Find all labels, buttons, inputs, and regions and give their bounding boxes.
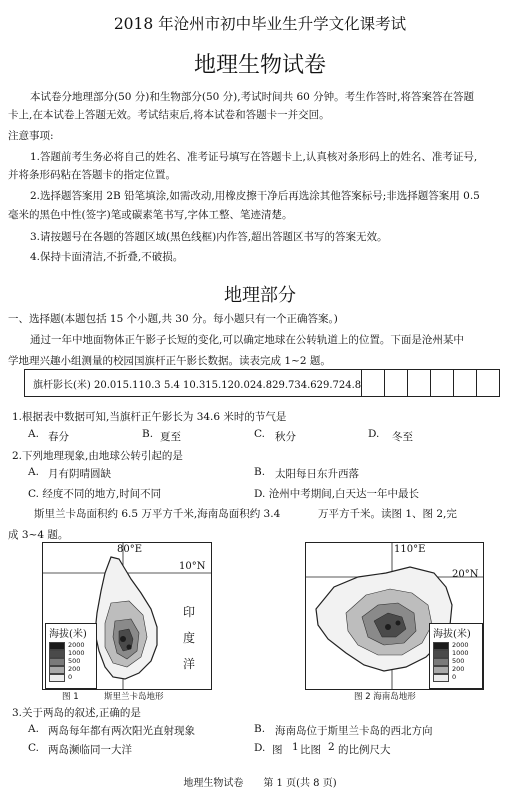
table-header-cell: 旗杆影长(米) 20.015.110.3 5.4 10.315.120.024.829.734.629.724.8 [25,370,362,397]
q2-option-d[interactable]: D. 沧州中考期间,白天达一年中最长 [254,488,420,500]
fig2-legend-title: 海拔(米) [433,629,471,640]
table-cell [454,370,477,397]
context-1b: 学地理兴趣小组测量的校园国旗杆正午影长数据。读表完成 1~2 题。 [8,355,331,367]
q3-option-b-label: B. [254,723,266,735]
page-footer: 地理生物试卷 第 1 页(共 8 页) [183,778,337,789]
note-4: 4.保持卡面清洁,不折叠,不破损。 [30,251,184,263]
legend-label: 200 [68,665,81,673]
fig1-longitude-label: 80°E [117,544,143,555]
fig2-legend [429,623,483,689]
q1-option-c[interactable]: 秋分 [275,431,296,443]
q3-option-d-num1: 1 [292,741,299,753]
q2-option-b-label: B. [254,466,266,478]
legend-label: 0 [68,673,73,681]
intro-line-1: 本试卷分地理部分(50 分)和生物部分(50 分),考试时间共 60 分钟。考生作答时,将答案答在答题 [30,91,474,103]
fig2-latitude-label: 20°N [452,569,479,580]
q3-option-d-fig[interactable]: 图 [272,744,283,756]
q2-option-a-label: A. [28,466,39,478]
legend-swatch [433,642,449,650]
note-2b: 毫米的黑色中性(签字)笔或碳素笔书写,字体工整、笔迹清楚。 [8,209,293,221]
context-2b: 万平方千米。读图 1、图 2,完 [318,508,457,520]
q1-option-b-label: B. [142,428,154,440]
note-2a: 2.选择题答案用 2B 铅笔填涂,如需改动,用橡皮擦干净后再选涂其他答案标号;非选择题答案用 0.5 [30,190,480,202]
legend-swatch [49,642,65,650]
fig1-map [42,542,212,690]
legend-label: 2000 [452,641,469,649]
q3-option-c-label: C. [28,742,39,754]
note-1b: 并将条形码粘在答题卡的指定位置。 [8,169,176,181]
notes-heading: 注意事项: [8,130,54,142]
fig2-caption: 图 2 海南岛地形 [354,692,416,702]
fig1-caption-number: 图 1 [62,692,79,702]
q1-stem: 1.根据表中数据可知,当旗杆正午影长为 34.6 米时的节气是 [12,411,287,423]
context-1a: 通过一年中地面物体正午影子长短的变化,可以确定地球在公转轨道上的位置。下面是沧州某中 [30,334,464,346]
fig2-map [305,542,484,690]
q3-option-a[interactable]: 两岛每年都有两次阳光直射现象 [48,725,195,737]
legend-label: 500 [68,657,81,665]
paper-title: 地理生物试卷 [193,53,326,78]
exam-title: 2018 年沧州市初中毕业生升学文化课考试 [113,15,407,33]
q3-option-c[interactable]: 两岛濒临同一大洋 [48,744,132,756]
q3-option-d-num2: 2 [328,741,335,753]
legend-swatch [433,666,449,674]
legend-label: 200 [452,665,465,673]
fig1-caption: 斯里兰卡岛地形 [104,692,164,702]
fig1-sea-char-3: 洋 [183,657,196,671]
fig1-latitude-label: 10°N [179,561,206,572]
q1-option-a[interactable]: 春分 [48,431,69,443]
legend-label: 1000 [68,649,85,657]
part-heading: 一、选择题(本题包括 15 个小题,共 30 分。每小题只有一个正确答案。) [8,313,338,325]
fig1-sea-char-2: 度 [183,631,196,645]
fig2-longitude-label: 110°E [394,544,426,555]
note-3: 3.请按题号在各题的答题区域(黑色线框)内作答,超出答题区书写的答案无效。 [30,231,388,243]
q2-option-a[interactable]: 月有阴晴圆缺 [48,468,111,480]
q1-option-b[interactable]: 夏至 [160,431,181,443]
table-cell [362,370,385,397]
legend-swatch [49,658,65,666]
q3-option-a-label: A. [28,723,39,735]
legend-swatch [49,666,65,674]
legend-swatch [433,674,449,682]
q1-option-c-label: C. [254,428,265,440]
fig1-legend [45,623,97,689]
fig1-legend-title: 海拔(米) [49,629,87,640]
table-cell [431,370,454,397]
intro-line-2: 卡上,在本试卷上答题无效。考试结束后,将本试卷和答题卡一并交回。 [8,109,330,121]
context-2c: 成 3~4 题。 [8,529,69,541]
q2-stem: 2.下列地理现象,由地球公转引起的是 [12,450,183,462]
q3-option-d-mid: 比图 [300,744,321,756]
q3-option-d-post: 的比例尺大 [338,744,391,756]
section-title: 地理部分 [224,285,296,306]
q1-option-d[interactable]: 冬至 [392,431,413,443]
context-2a: 斯里兰卡岛面积约 6.5 万平方千米,海南岛面积约 3.4 [34,508,281,520]
note-1a: 1.答题前考生务必将自己的姓名、准考证号填写在答题卡上,认真核对条形码上的姓名、准考证号, [30,151,478,163]
legend-label: 0 [452,673,457,681]
table-cell [408,370,431,397]
legend-swatch [433,658,449,666]
legend-swatch [49,674,65,682]
table-cell [385,370,408,397]
q3-option-b[interactable]: 海南岛位于斯里兰卡岛的西北方向 [275,725,433,737]
q2-option-b[interactable]: 太阳每日东升西落 [275,468,359,480]
q3-option-d-label: D. [254,742,266,754]
legend-label: 2000 [68,641,85,649]
q1-option-d-label: D. [368,428,380,440]
shadow-length-table [24,369,500,397]
legend-swatch [49,650,65,658]
legend-label: 500 [452,657,465,665]
table-cell [477,370,500,397]
legend-label: 1000 [452,649,469,657]
fig1-sea-char-1: 印 [183,605,196,619]
q3-stem: 3.关于两岛的叙述,正确的是 [12,707,141,719]
legend-swatch [433,650,449,658]
q1-option-a-label: A. [28,428,39,440]
q2-option-c[interactable]: C. 经度不同的地方,时间不同 [28,488,162,500]
